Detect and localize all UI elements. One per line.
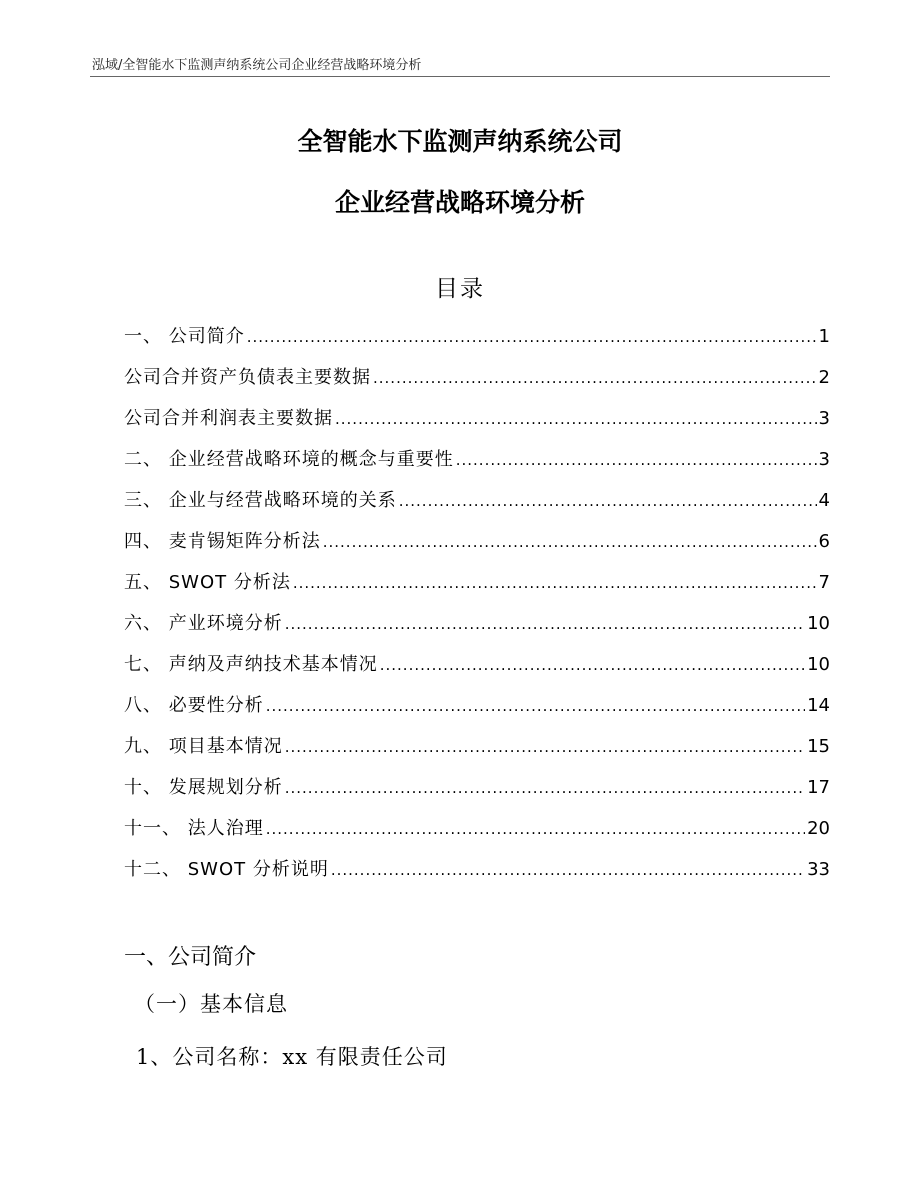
toc-entry-swot-explanation[interactable] <box>124 853 830 894</box>
toc-page-number: 10 <box>807 613 830 634</box>
toc-dot-leader <box>285 730 805 764</box>
toc-dot-leader <box>399 484 817 518</box>
toc-dot-leader <box>373 361 817 395</box>
toc-entry-mckinsey-matrix[interactable] <box>124 525 830 566</box>
running-header: 泓域/全智能水下监测声纳系统公司企业经营战略环境分析 <box>92 58 422 73</box>
toc-entry-strategy-concept[interactable] <box>124 443 830 484</box>
toc-page-number: 14 <box>807 695 830 716</box>
company-name-line: 1、公司名称：xx 有限责任公司 <box>136 1045 448 1069</box>
toc-entry-corporate-governance[interactable] <box>124 812 830 853</box>
toc-entry-text: 四、 麦肯锡矩阵分析法 <box>124 531 321 552</box>
toc-heading: 目录 <box>435 276 485 302</box>
toc-entry-text: 公司合并利润表主要数据 <box>124 408 333 429</box>
toc-page-number: 15 <box>807 736 830 757</box>
toc-entry-balance-sheet[interactable] <box>124 361 830 402</box>
toc-entry-necessity-analysis[interactable] <box>124 689 830 730</box>
toc-entry-text: 九、 项目基本情况 <box>124 736 283 757</box>
toc-dot-leader <box>456 443 817 477</box>
toc-entry-text: 五、 SWOT 分析法 <box>124 572 291 593</box>
toc-entry-text: 十一、 法人治理 <box>124 818 264 839</box>
toc-entry-swot-method[interactable] <box>124 566 830 607</box>
toc-dot-leader <box>266 812 805 846</box>
toc-dot-leader <box>293 566 817 600</box>
toc-entry-industry-environment[interactable] <box>124 607 830 648</box>
toc-page-number: 20 <box>807 818 830 839</box>
subsection-heading-basic-info: （一）基本信息 <box>134 992 288 1016</box>
toc-page-number: 6 <box>818 531 830 552</box>
toc-dot-leader <box>285 771 805 805</box>
toc-entry-text: 八、 必要性分析 <box>124 695 264 716</box>
toc-page-number: 10 <box>807 654 830 675</box>
toc-page-number: 3 <box>818 408 830 429</box>
toc-entry-text: 公司合并资产负债表主要数据 <box>124 367 371 388</box>
toc-dot-leader <box>380 648 805 682</box>
toc-entry-text: 十二、 SWOT 分析说明 <box>124 859 329 880</box>
section-heading-company-profile: 一、公司简介 <box>124 945 257 970</box>
toc-entry-text: 一、 公司简介 <box>124 326 245 347</box>
toc-page-number: 33 <box>807 859 830 880</box>
toc-entry-development-plan[interactable] <box>124 771 830 812</box>
toc-dot-leader <box>285 607 805 641</box>
toc-entry-text: 十、 发展规划分析 <box>124 777 283 798</box>
toc-dot-leader <box>323 525 817 559</box>
toc-page-number: 1 <box>818 326 830 347</box>
toc-entry-text: 二、 企业经营战略环境的概念与重要性 <box>124 449 454 470</box>
toc-entry-project-overview[interactable] <box>124 730 830 771</box>
toc-entry-income-statement[interactable] <box>124 402 830 443</box>
toc-dot-leader <box>335 402 817 436</box>
toc-entry-enterprise-relationship[interactable] <box>124 484 830 525</box>
document-title-line-1: 全智能水下监测声纳系统公司 <box>297 127 623 156</box>
toc-entry-text: 七、 声纳及声纳技术基本情况 <box>124 654 378 675</box>
toc-page-number: 4 <box>818 490 830 511</box>
toc-page-number: 3 <box>818 449 830 470</box>
toc-entry-company-profile[interactable] <box>124 320 830 361</box>
header-divider <box>90 76 830 77</box>
toc-page-number: 2 <box>818 367 830 388</box>
toc-page-number: 17 <box>807 777 830 798</box>
toc-entry-text: 六、 产业环境分析 <box>124 613 283 634</box>
toc-dot-leader <box>266 689 805 723</box>
document-title-line-2: 企业经营战略环境分析 <box>334 188 585 217</box>
toc-dot-leader <box>247 320 817 354</box>
toc-dot-leader <box>331 853 805 887</box>
toc-entry-text: 三、 企业与经营战略环境的关系 <box>124 490 397 511</box>
table-of-contents <box>124 320 830 894</box>
toc-page-number: 7 <box>818 572 830 593</box>
toc-entry-sonar-technology[interactable] <box>124 648 830 689</box>
